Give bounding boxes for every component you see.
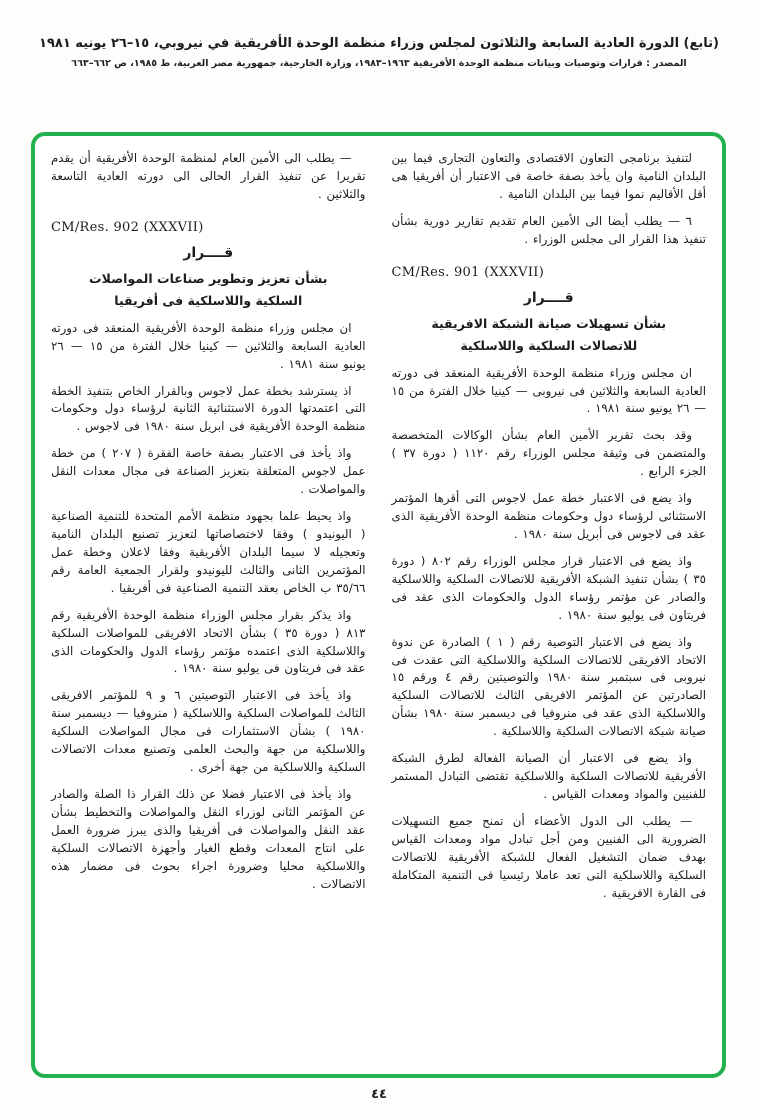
- page-number: ٤٤: [371, 1087, 387, 1102]
- resolution-number: CM/Res. 902 (XXXVII): [51, 219, 204, 235]
- paragraph: وقد بحث تقرير الأمين العام بشأن الوكالات المتخصصة والمتضمن فى وثيقة مجلس الوزراء رقم ١١٢٠ ( دورة ٣٧ ) الجزء الرابع .: [391, 428, 706, 479]
- document-header-line: (تابع) الدورة العادية السابعة والثلاثون لمجلس وزراء منظمة الوحدة الأفريقية في نيروبي، ١٥–٢٦ يونيه ١٩٨١: [39, 36, 719, 51]
- content-frame: [31, 132, 726, 1078]
- column-left: [51, 150, 366, 1064]
- column-right: [392, 150, 707, 1064]
- paragraph: واذ يضع فى الاعتبار التوصية رقم ( ١ ) الصادرة عن ندوة الاتحاد الافريقى للاتصالات السلكية واللاسلكية التى عقدت فى نيروبى فى سبتمبر سنة ١٩٨٠ والتوصيتين رقم ٤ ورقم ١٥ الصادرتين عن المؤتمر الافريقى الثالث للاتصالات السلكية واللاسلكية الذى عقد فى منروفيا فى ديسمبر سنة ١٩٨٠ بشأن صيانة شبكة الاتصالات السلكية واللاسلكية .: [391, 634, 706, 739]
- decision-subtitle: السلكية واللاسلكية فى أفريقيا: [114, 292, 303, 308]
- paragraph: واذ يأخذ فى الاعتبار فضلا عن ذلك القرار ذا الصلة والصادر عن المؤتمر الثانى لوزراء النقل والمواصلات والتخطيط بشأن عقد النقل والمواصلات فى أفريقيا والذى يبرز ضرورة العمل على انتاج المعدات وقطع الغيار وأجهزة الاتصالات السلكية واللاسلكية محليا وضرورة اجراء بحوث فى مضمار هذه الاتصالات .: [51, 786, 366, 891]
- two-column-layout: [51, 150, 706, 1064]
- paragraph: واذ يأخذ فى الاعتبار بصفة خاصة الفقرة ( ٢٠٧ ) من خطة عمل لاجوس المتعلقة بتعزيز الصناعة فى مجال معدات النقل والمواصلات .: [51, 446, 366, 497]
- resolution-number: CM/Res. 901 (XXXVII): [391, 264, 545, 280]
- paragraph: واذ يأخذ فى الاعتبار التوصيتين ٦ و ٩ للمؤتمر الافريقى الثالث للمواصلات السلكية واللاسلكية ( منروفيا — ديسمبر سنة ١٩٨٠ ) بشأن الاستثمارات فى مجال المواصلات السلكية واللاسلكية من جهة والبحث العلمى وتصنيع معدات الاتصالات السلكية واللاسلكية من جهة أخرى .: [51, 688, 366, 775]
- paragraph: واذ يضع فى الاعتبار أن الصيانة الفعالة لطرق الشبكة الأفريقية للاتصالات السلكية واللاسلكية تقتضى التبادل المستمر للفنيين والمواد ومعدات القياس .: [391, 751, 706, 801]
- decision-subtitle: للاتصالات السلكية واللاسلكية: [460, 337, 638, 353]
- decision-title: قــــرار: [183, 244, 234, 261]
- paragraph: واذ يضع فى الاعتبار قرار مجلس الوزراء رقم ٨٠٢ ( دورة ٣٥ ) بشأن تنفيذ الشبكة الأفريقية للاتصالات السلكية واللاسلكية والصادر عن مؤتمر رؤساء الدول والحكومات الذى عقد فى فريتاون فى يوليو سنة ١٩٨٠ .: [391, 553, 706, 622]
- paragraph: — يطلب الى الدول الأعضاء أن تمنح جميع التسهيلات الضرورية الى الفنيين ومن أجل تبادل مواد ومعدات القياس بهدف ضمان التشغيل الفعال للشبكة الأفريقية للاتصالات السلكية واللاسلكية التى تعد عاملا رئيسيا فى التنمية المتكاملة فى القارة الافريقية .: [391, 813, 706, 900]
- document-source-line: المصدر : قرارات وتوصيات وبيانات منظمة الوحدة الأفريقية ١٩٦٣–١٩٨٣، وزارة الخارجية، جمهورية مصر العربية، ط ١٩٨٥، ص ٦٦٢–٦٦٣: [71, 58, 687, 69]
- decision-title: قــــرار: [523, 289, 574, 306]
- decision-subtitle: بشأن تسهيلات صيانة الشبكة الافريقية: [431, 315, 667, 331]
- paragraph: ان مجلس وزراء منظمة الوحدة الأفريقية المنعقد فى دورته العادية السابعة والثلاثين — كينيا خلال الفترة من ١٥ — ٢٦ يونيو سنة ١٩٨١ .: [51, 320, 366, 371]
- paragraph: ٦ — يطلب أيضا الى الأمين العام تقديم تقارير دورية بشأن تنفيذ هذا القرار الى مجلس الوزراء .: [391, 213, 706, 246]
- paragraph: اذ يسترشد بخطة عمل لاجوس وبالقرار الخاص بتنفيذ الخطة التى اعتمدتها الدورة الاستثنائية الثانية لرؤساء دول وحكومات منظمة الوحدة الأفريقية فى ابريل سنة ١٩٨٠ فى لاجوس .: [51, 383, 366, 434]
- paragraph: واذ يحيط علما بجهود منظمة الأمم المتحدة للتنمية الصناعية ( اليونيدو ) وفقا لاختصاصاتها لتعزيز تصنيع البلدان النامية وتعجيله لا سيما البلدان الأفريقية وفقا لاعلان وخطة عمل المؤتمرين الثانى والثالث لليونيدو ولقرار الجمعية العامة رقم ٣٥/٦٦ ب الخاص بعقد التنمية الصناعية فى أفريقيا .: [51, 509, 366, 595]
- paragraph: لتنفيذ برنامجى التعاون الاقتصادى والتعاون التجارى فيما بين البلدان النامية وان يأخذ بصفة خاصة فى الاعتبار أن أفريقيا هى أقل الأقاليم نموا فيما بين البلدان النامية .: [391, 151, 706, 201]
- paragraph: واذ يضع فى الاعتبار خطة عمل لاجوس التى أقرها المؤتمر الاستثنائى لرؤساء دول وحكومات منظمة الوحدة الأفريقية الذى عقد فى لاجوس فى أبريل سنة ١٩٨٠ .: [391, 491, 706, 541]
- paragraph: ان مجلس وزراء منظمة الوحدة الأفريقية المنعقد فى دورته العادية السابعة والثلاثين فى نيروبى — كينيا خلال الفترة من ١٥ — ٢٦ يونيو سنة ١٩٨١ .: [391, 365, 706, 416]
- document-page: [0, 36, 758, 1114]
- decision-subtitle: بشأن تعزيز وتطوير صناعات المواصلات: [89, 270, 328, 286]
- paragraph: — يطلب الى الأمين العام لمنظمة الوحدة الأفريقية أن يقدم تقريرا عن تنفيذ القرار الحالى الى دورته العادية التاسعة والثلاثين .: [51, 151, 366, 201]
- paragraph: واذ يذكر بقرار مجلس الوزراء منظمة الوحدة الأفريقية رقم ٨١٣ ( دورة ٣٥ ) بشأن الاتحاد الافريقى للمواصلات السلكية واللاسلكية الذى اعتمده مؤتمر رؤساء الدول والحكومات الذى عقد فى فريتاون فى يوليو سنة ١٩٨٠ .: [51, 607, 366, 676]
